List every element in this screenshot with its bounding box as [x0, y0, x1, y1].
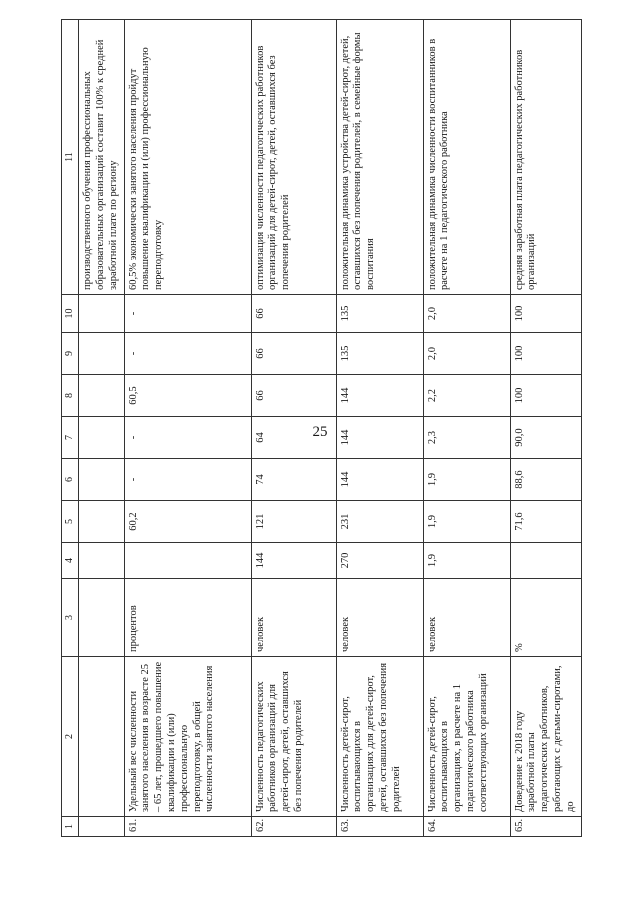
- value-col5: 121: [251, 501, 336, 543]
- indicator-name: [79, 657, 124, 817]
- header-cell: 6: [62, 459, 79, 501]
- value-col4: [124, 543, 251, 579]
- value-col10: [79, 295, 124, 333]
- value-col8: 2,2: [423, 375, 510, 417]
- table-row: [79, 20, 124, 837]
- header-cell: 7: [62, 417, 79, 459]
- row-number: [79, 817, 124, 837]
- row-number: 61.: [124, 817, 251, 837]
- header-cell: 2: [62, 657, 79, 817]
- page-number: 25: [312, 424, 328, 440]
- value-col10: 100: [510, 295, 581, 333]
- value-col7: 90,0: [510, 417, 581, 459]
- header-cell: 9: [62, 333, 79, 375]
- value-col7: 64: [251, 417, 336, 459]
- unit: %: [510, 579, 581, 657]
- expected-result: положительная динамика устройства детей-сирот, детей, оставшихся без попечения родителей, в семейные формы воспитания: [336, 20, 423, 295]
- value-col10: 66: [251, 295, 336, 333]
- table-row: [251, 20, 336, 837]
- value-col7: 2,3: [423, 417, 510, 459]
- row-number: 62.: [251, 817, 336, 837]
- table-row: [510, 20, 581, 837]
- header-row: [62, 20, 79, 837]
- expected-result: 60,5% экономически занятого населения пройдут повышение квалификации и (или) профессиональную переподготовку: [124, 20, 251, 295]
- value-col4: 270: [336, 543, 423, 579]
- value-col10: -: [124, 295, 251, 333]
- header-cell: 1: [62, 817, 79, 837]
- value-col8: 60,5: [124, 375, 251, 417]
- unit: человек: [423, 579, 510, 657]
- unit: человек: [336, 579, 423, 657]
- indicator-name: Доведение к 2018 году заработной платы педагогических работников, работающих с детьми-сиротами, до: [510, 657, 581, 817]
- header-cell: 11: [62, 20, 79, 295]
- unit: [79, 579, 124, 657]
- value-col7: [79, 417, 124, 459]
- value-col7: 144: [336, 417, 423, 459]
- expected-result: оптимизация численности педагогических работников организаций для детей-сирот, детей, оставшихся без попечения родителей: [251, 20, 336, 295]
- expected-result: положительная динамика численности воспитанников в расчете на 1 педагогического работника: [423, 20, 510, 295]
- table-row: [124, 20, 251, 837]
- value-col9: [79, 333, 124, 375]
- value-col6: 144: [336, 459, 423, 501]
- row-number: 64.: [423, 817, 510, 837]
- header-cell: 5: [62, 501, 79, 543]
- table-row: [423, 20, 510, 837]
- indicator-name: Удельный вес численности занятого населения в возрасте 25 – 65 лет, прошедшего повышение квалификации и (или) профессиональную переподготовку, в общей численности занятого населения: [124, 657, 251, 817]
- value-col9: 2,0: [423, 333, 510, 375]
- header-cell: 3: [62, 579, 79, 657]
- value-col4: 144: [251, 543, 336, 579]
- value-col5: 71,6: [510, 501, 581, 543]
- value-col8: 100: [510, 375, 581, 417]
- value-col9: 66: [251, 333, 336, 375]
- unit: процентов: [124, 579, 251, 657]
- value-col8: [79, 375, 124, 417]
- value-col4: 1,9: [423, 543, 510, 579]
- indicator-name: Численность педагогических работников организаций для детей-сирот, детей, оставшихся без попечения родителей: [251, 657, 336, 817]
- header-cell: 4: [62, 543, 79, 579]
- value-col5: [79, 501, 124, 543]
- value-col10: 135: [336, 295, 423, 333]
- header-cell: 8: [62, 375, 79, 417]
- unit: человек: [251, 579, 336, 657]
- row-number: 63.: [336, 817, 423, 837]
- value-col6: 74: [251, 459, 336, 501]
- value-col5: 60,2: [124, 501, 251, 543]
- value-col6: 88,6: [510, 459, 581, 501]
- value-col4: [510, 543, 581, 579]
- value-col5: 1,9: [423, 501, 510, 543]
- table-row: [336, 20, 423, 837]
- value-col6: [79, 459, 124, 501]
- indicators-table: [61, 19, 582, 837]
- value-col10: 2,0: [423, 295, 510, 333]
- value-col6: -: [124, 459, 251, 501]
- indicator-name: Численность детей-сирот, воспитывающихся в организациях, в расчете на 1 педагогического работника соответствующих организаций: [423, 657, 510, 817]
- expected-result: производственного обучения профессиональных образовательных организаций составит 100% к средней заработной плате по региону: [79, 20, 124, 295]
- value-col4: [79, 543, 124, 579]
- value-col6: 1,9: [423, 459, 510, 501]
- expected-result: средняя заработная плата педагогических работников организаций: [510, 20, 581, 295]
- value-col9: -: [124, 333, 251, 375]
- value-col5: 231: [336, 501, 423, 543]
- value-col8: 144: [336, 375, 423, 417]
- header-cell: 10: [62, 295, 79, 333]
- table-rotation-wrapper: [61, 20, 584, 837]
- value-col9: 135: [336, 333, 423, 375]
- value-col8: 66: [251, 375, 336, 417]
- indicator-name: Численность детей-сирот, воспитывающихся в организациях для детей-сирот, детей, оставшихся без попечения родителей: [336, 657, 423, 817]
- row-number: 65.: [510, 817, 581, 837]
- value-col9: 100: [510, 333, 581, 375]
- rotated-table-sheet: [61, 20, 584, 837]
- value-col7: -: [124, 417, 251, 459]
